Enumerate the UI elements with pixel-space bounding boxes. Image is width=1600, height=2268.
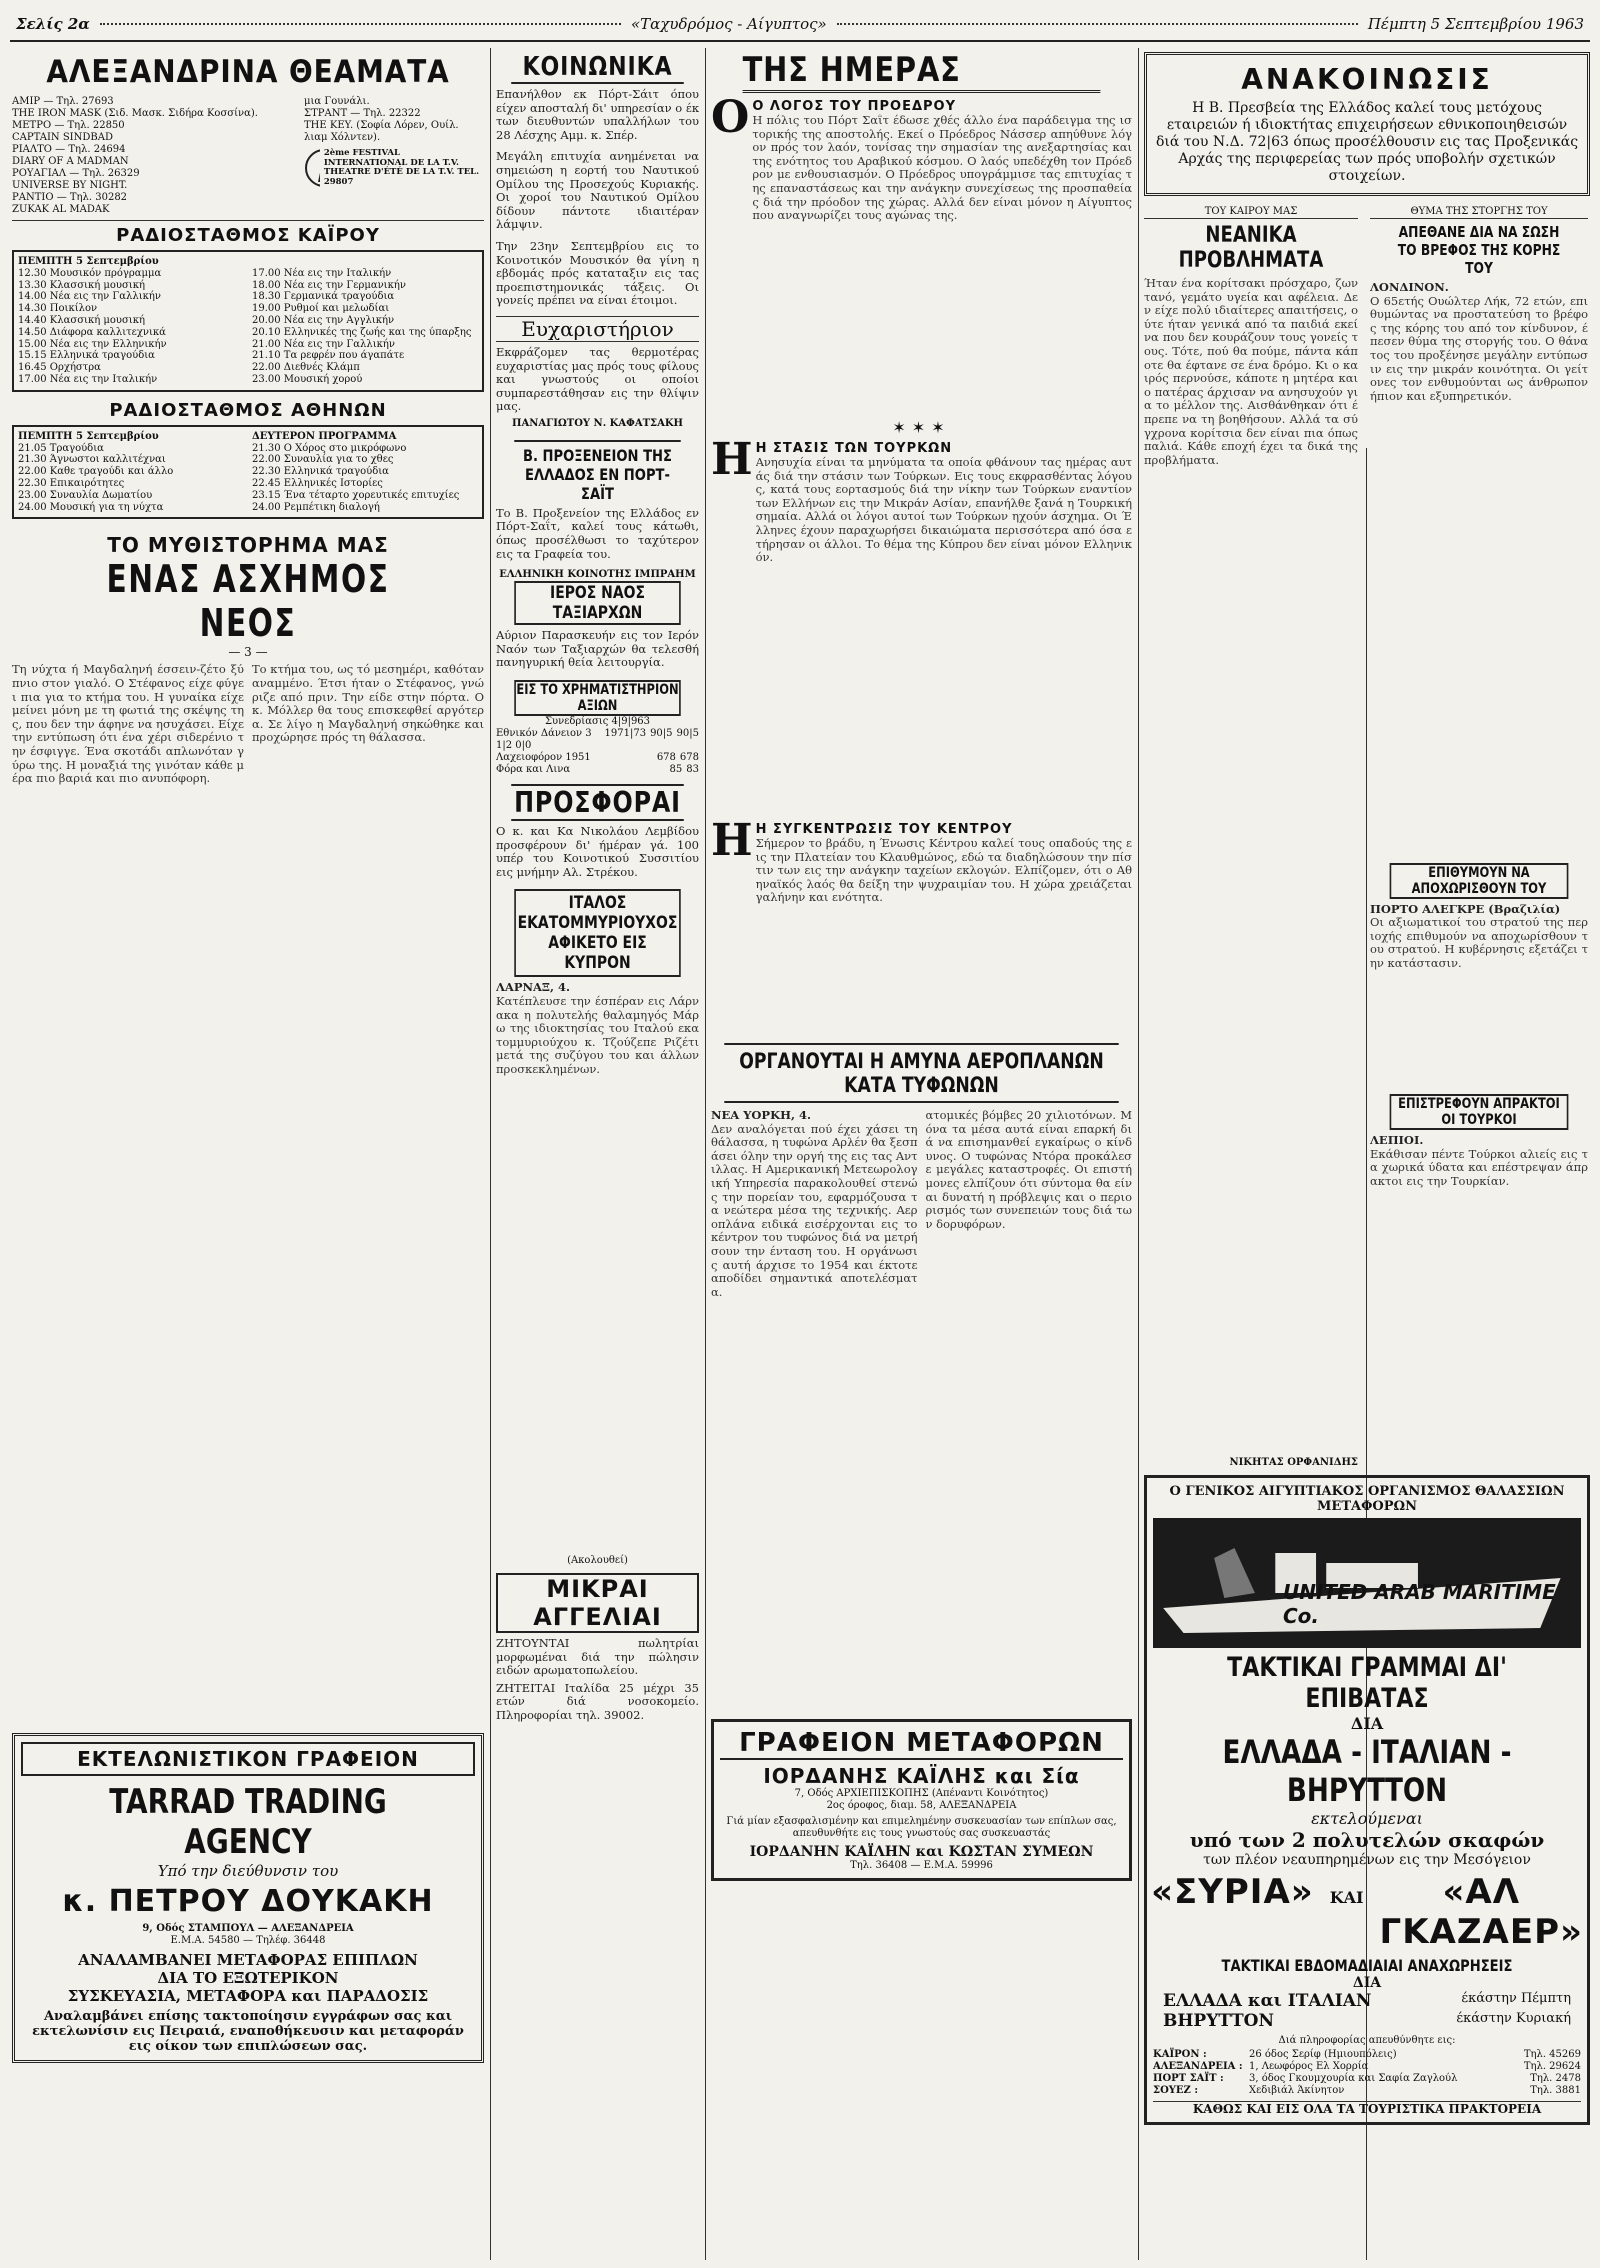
column-rule [490,48,491,2260]
transport-title: ΓΡΑΦΕΙΟΝ ΜΕΤΑΦΟΡΩΝ [720,1728,1123,1760]
theater-entry: ΜΕΤΡΟ — Τηλ. 22850 [12,120,125,131]
serial-kicker: ΤΟ ΜΥΘΙΣΤΟΡΗΜΑ ΜΑΣ [107,533,389,558]
radio-item: 24.00 Μουσική για τη νύχτα [18,501,164,513]
story-headline: ΑΠΕΘΑΝΕ ΔΙΑ ΝΑ ΣΩΣΗ ΤΟ ΒΡΕΦΟΣ ΤΗΣ ΚΟΡΗΣ ΤΟΥ [1397,223,1561,277]
radio-item: 22.00 Καθε τραγούδι και άλλο [18,466,174,478]
thanks-signature: ΠΑΝΑΓΙΩΤΟΥ Ν. ΚΑΦΑΤΣΑΚΗ [512,417,683,429]
radio-item: 21.05 Τραγούδια [18,442,104,454]
classifieds-title: ΜΙΚΡΑΙ ΑΓΓΕΛΙΑΙ [533,1575,662,1631]
dest-row: ΕΛΛΑΔΑ και ΙΤΑΛΙΑΝ έκάστην Πέμπτη [1163,1991,1571,2011]
table-row: ΣΟΥΕΖ : Χεδιβιάλ Άκίνητον Τηλ. 3881 [1153,2085,1581,2096]
tarrad-phones: Ε.Μ.Α. 54580 — Τηλέφ. 36448 [170,1935,326,1947]
youth-text: Ήταν ένα κορίτσακι πρόσχαρο, ζωντανό, γεμάτο υγεία και αφέλεια. Δεν είχε πολύ ιδιαίτερες απαιτήσεις, ούτε ήταν γενικά από τα παιδιά εκείνα που δεν κουράζουν τους γονείς τους. Τότε, πού θα πούμε, πάντα κάποτε θα έφτανε σε ένα δρόμο. Κι ο καιρός περνούσε, κάποτε η μητέρα και ο πατέρας άρχισαν να ανησυχούν για το μέλλον της. Αισθάνθηκαν ότι έπρεπε να τη βοηθήσουν. Αλλά τα σύγχρονα κορίτσια δεν είναι πια όπως παλιά. Κάθε εποχή έχει τα δικά της προβλήματα. [1144,277,1358,467]
radio-item: 12.30 Μουσικόν πρόγραμμα [18,267,162,279]
social-column [496,48,699,2260]
brazil-dateline: ΠΟΡΤΟ ΑΛΕΓΚΡΕ (Βραζιλία) [1370,901,1561,916]
dropcap: Ο [711,92,750,143]
continued-note: (Ακολουθεί) [567,1555,628,1566]
radio-athens-schedule [18,431,478,514]
radio-item: 15.15 Ελληνικά τραγούδια [18,350,155,362]
table-row: ΠΟΡΤ ΣΑΪΤ : 3, όδος Γκουμχουρία και Σαφία Ζαγλούλ Τηλ. 2478 [1153,2073,1581,2084]
radio-date: ΠΕΜΠΤΗ 5 Σεπτεμβρίου [18,256,159,267]
tarrad-note: Αναλαμβάνει επίσης τακτοποίησιν εγγράφων σας και εκτελωνίσιν εις Πειραιά, εναποθήκευσιν και μεταφοράν εις οίκον των επιπλώσεων σας. [32,2009,464,2055]
radio-cairo-schedule [18,256,478,386]
page-number: Σελίς 2α [16,15,90,33]
offices-table [1153,2049,1581,2097]
theaters-left-list [12,96,298,216]
tarrad-service: ΔΙΑ ΤΟ ΕΞΩΤΕΡΙΚΟΝ [157,1969,339,1988]
theater-entry: ΣΤΡΑΝΤ — Τηλ. 22322 [304,108,421,119]
radio-item: 14.30 Ποικίλον [18,303,98,315]
classifieds-box [496,1573,699,1633]
shipping-line: ΔΙΑ [1352,1975,1382,1991]
radio-second-program: ΔΕΥΤΕΡΟΝ ΠΡΟΓΡΑΜΜΑ [252,430,397,442]
announcement-text: Η Β. Πρεσβεία της Ελλάδος καλεί τους μετόχους εταιρειών ή ιδιοκτήτας επιχειρήσεων εθνικοποιηθεισών διά του Ν.Δ. 72|63 όπως προσέλθουσιν εις τας Προξενικάς Αρχάς της περιφερείας των πρός υποβολήν σχετικών στοιχείων. [1155,100,1579,184]
consulate-title: Β. ΠΡΟΞΕΝΕΙΟΝ ΤΗΣ ΕΛΛΑΔΟΣ ΕΝ ΠΟΡΤ-ΣΑΪΤ [514,440,680,503]
dropcap: Η [711,815,753,866]
news-column [711,48,1132,2260]
radio-cairo-box [12,250,484,392]
story-kicker: ΘΥΜΑ ΤΗΣ ΣΤΟΡΓΗΣ ΤΟΥ [1370,206,1588,219]
radio-cairo-title: ΡΑΔΙΟΣΤΑΘΜΟΣ ΚΑΪΡΟΥ [116,225,380,246]
shipping-line: ΤΑΚΤΙΚΑΙ ΓΡΑΜΜΑΙ ΔΙ' ΕΠΙΒΑΤΑΣ [1227,1652,1507,1714]
theater-entry: ΡΑΝΤΙΟ — Τηλ. 30282 [12,192,128,203]
story-text: Ο 65ετής Ουώλτερ Λήκ, 72 ετών, επιθυμώντας να προστατεύση το βρέφος της κόρης του από τον κίνδυνον, έπεσεν θύμα της στοργής του. Ο θάνατος του προξένησε μεγάλην εντύπωσιν εις την μικράν κοινότητα. Οι γείτονες τον ενθυμούνται ως άνθρωπον ήπιον και εξυπηρετικόν. [1370,294,1588,403]
serial-text-left: Τη νύχτα ή Μαγδαληνή έσσειν-ζέτο ξύπνιο στον γιαλό. Ο Στέφανος είχε φύγει πια για το κτήμα του. Η γυναίκα είχε μείνει μόνη με τη φωτιά της σκέψης της, που δεν την άφηνε να ησυχάσει. Είχε την εντύπωση ότι ένα χέρι σιδερένιο την έσφιγγε. Ένα σκοτάδι απλωνόταν γύρω της. Η μοναξιά της γινόταν κάθε μέρα πιο βαριά και πιο ανυπόφορη. [12,663,244,786]
right-subcolumns [1144,206,1590,1469]
youth-section [1144,206,1358,1469]
stock-title: ΕΙΣ ΤΟ ΧΡΗΜΑΤΙΣΤΗΡΙΟΝ ΑΞΙΩΝ [514,680,680,716]
issue-date: Πέμπτη 5 Σεπτεμβρίου 1963 [1367,15,1584,33]
table-row: ΚΑΪΡΟΝ : 26 όδος Σερίφ (Ημιουπόλεις) Τηλ. 45269 [1153,2049,1581,2060]
ship-and: ΚΑΙ [1329,1888,1364,1907]
radio-item: 23.00 Συναυλία Δωματίου [18,489,153,501]
social-title: ΚΟΙΝΩΝΙΚΑ [511,52,684,84]
radio-item: 20.10 Ελληνικές της ζωής και της ύπαρξης [252,326,472,338]
social-text: Μεγάλη επιτυχία ανημένεται να σημειώση η εορτή του Ναυτικού Ομίλου της Προσεχούς Κυριακής. Οι χοροί του Ναυτικού Ομίλου δίδουν πάντοτε ιδιαιτέραν λάμψιν. [496,149,699,232]
story-title: Ο ΛΟΓΟΣ ΤΟΥ ΠΡΟΕΔΡΟΥ [752,99,957,114]
story-text: Ανησυχία είναι τα μηνύματα τα οποία φθάνουν τας ημέρας αυτάς διά την στάσιν των Τούρκων. Εις τους εκφρασθέντας λόγους, κατά τους εορτασμούς διά την νίκην των Τούρκων εναντίον των Ελλήνων εις την Μικράν Ασίαν, επανήλθε ξανά η Τουρκική σημαία. Αλλά οι λόγοι αυτοί των Τούρκων ηχούν άσχημα. Οι Έλληνες έχουν παραχωρήσει δικαιώματα περισσότερα από όσα ετήρησαν οι άλλοι. Το θέμα της Κύπρου δεν είναι μόνον Ελληνικόν. [755,456,1132,565]
table-row: Φόρα και Λινα 85 83 [496,764,699,776]
theaters-title: ΑΛΕΞΑΝΔΡΙΝΑ ΘΕΑΜΑΤΑ [46,54,450,90]
stock-session: Συνεδρίασις 4|9|963 [544,716,651,728]
tarrad-address: 9, Οδός ΣΤΑΜΠΟΥΛ — ΑΛΕΞΑΝΔΡΕΙΑ [142,1923,354,1935]
ship-names [1153,1872,1581,1952]
radio-item: 23.00 Μουσική χορού [252,373,363,385]
social-text: Επανήλθον εκ Πόρτ-Σάιτ όπου είχεν αποσταλή δι' υπηρεσίαν ο έκ των διευθυντών υπαλλήλων του 28 Λέσχης Αμμ. κ. Σπέρ. [496,87,699,142]
social-text: Την 23ην Σεπτεμβρίου εις το Κοινοτικόν Μουσικόν θα γίνη η εβδομάς πρός καταταξιν εις τας προεπιστημονικάς τάξεις. Οι γονείς πρέπει να είναι έτοιμοι. [496,238,699,308]
radio-item: 13.30 Κλασσική μουσική [18,279,145,291]
radio-item: 18.00 Νέα εις την Γερμανικήν [252,279,406,291]
tv-tower-icon [304,148,320,188]
dest-row: ΒΗΡΥΤΤΟΝ έκάστην Κυριακή [1163,2011,1571,2031]
serial-number: — 3 — [228,645,268,660]
tarrad-name: TARRAD TRADING AGENCY [109,1782,387,1863]
theater-entry: ΡΙΑΛΤΟ — Τηλ. 24694 [12,144,126,155]
table-row: ΑΛΕΞΑΝΔΡΕΙΑ : 1, Λεωφόρος Ελ Χορρία Τηλ. 29624 [1153,2061,1581,2072]
theater-entry: ZUKAK AL MADAK [12,204,110,215]
newspaper-name: «Ταχυδρόμος - Αίγυπτος» [630,15,827,33]
tarrad-ad [12,1733,484,2063]
newspaper-page [10,8,1590,2260]
shipping-line: των πλέον νεαυπηρημένων εις την Μεσόγειον [1203,1852,1531,1868]
page-header [10,8,1590,42]
story-title: Η ΣΤΑΣΙΣ ΤΩΝ ΤΟΥΡΚΩΝ [755,441,953,456]
radio-item: 21.30 Άγνωστοι καλλιτέχναι [18,454,166,466]
story-president [711,92,1132,414]
theater-entry: ΑΜΙΡ — Τηλ. 27693 [12,96,114,107]
theater-entry: THE KEY. (Σοφία Λόρεν, Ουίλ. [304,120,459,131]
radio-item: 14.50 Διάφορα καλλιτεχνικά [18,326,166,338]
radio-item: 14.00 Νέα εις την Γαλλικήν [18,291,161,303]
radio-item: 22.45 Ελληνικές Ιστορίες [252,477,383,489]
theaters-right-list [304,96,484,216]
shipping-info: Διά πληροφορίας απευθύνθητε εις: [1278,2035,1456,2046]
stock-table [496,728,699,776]
story-center [711,815,1132,1037]
column-rule [705,48,706,2260]
radio-athens-box [12,425,484,520]
radio-date: ΠΕΜΠΤΗ 5 Σεπτεμβρίου [18,430,159,442]
story-dateline: ΛΟΝΔΙΝΟΝ. [1370,280,1449,294]
radio-item: 19.00 Ρυθμοί και μελωδίαι [252,303,390,315]
dropcap: Η [711,434,753,485]
typhoon-dateline: ΝΕΑ ΥΟΡΚΗ, 4. [711,1108,811,1122]
radio-item: 17.00 Νέα εις την Ιταλικήν [252,267,392,279]
column-rule [1138,48,1139,2260]
italian-dateline: ΛΑΡΝΑΞ, 4. [496,980,571,995]
radio-athens-title: ΡΑΔΙΟΣΤΑΘΜΟΣ ΑΘΗΝΩΝ [109,399,387,421]
serial-text-right: Το κτήμα του, ως τό μεσημέρι, καθόταν αναμμένο. Έτσι ήταν ο Στέφανος, γνώριζε από πριν. Την είδε στην πόρτα. Ο κ. Μόλλερ θα τους επισκεφθεί αργότερα. Σε λίγο η Μαγδαληνή σηκώθηκε και προχώρησε πρός τη θάλασσα. [252,663,484,745]
shipping-route: ΕΛΛΑΔΑ - ΙΤΑΛΙΑΝ - ΒΗΡΥΤΤΟΝ [1222,1733,1512,1809]
shipping-line: ΔΙΑ [1350,1714,1384,1733]
table-row: Λαχειοφόρον 1951 678 678 [496,752,699,764]
church-text: Αύριον Παρασκευήν εις τον Ιερόν Ναόν των Ταξιαρχών θα τελεσθή πανηγυρική θεία λειτουργία. [496,628,699,670]
shipping-org: Ο ΓΕΝΙΚΟΣ ΑΙΓΥΠΤΙΑΚΟΣ ΟΡΓΑΝΙΣΜΟΣ ΘΑΛΑΣΣΙΩΝ ΜΕΤΑΦΟΡΩΝ [1169,1484,1565,1514]
typhoon-story [711,1109,1132,1709]
radio-item: 18.30 Γερμανικά τραγούδια [252,291,395,303]
transport-address: 2ος όροφος, διαμ. 58, ΑΛΕΞΑΝΔΡΕΙΑ [826,1800,1017,1811]
radio-item: 16.45 Ορχήστρα [18,362,101,374]
shipping-footer: ΚΑΘΩΣ ΚΑΙ ΕΙΣ ΟΛΑ ΤΑ ΤΟΥΡΙΣΤΙΚΑ ΠΡΑΚΤΟΡΕΙΑ [1153,2101,1581,2116]
turks-text: Εκάθισαν πέντε Τούρκοι αλιείς εις τα χωρικά ύδατα και επέστρεψαν άπρακτοι εις την Τουρκίαν. [1370,1147,1588,1188]
header-divider [837,23,1358,25]
youth-author: ΝΙΚΗΤΑΣ ΟΡΦΑΝΙΔΗΣ [1229,1457,1358,1468]
tarrad-service: ΑΝΑΛΑΜΒΑΝΕΙ ΜΕΤΑΦΟΡΑΣ ΕΠΙΠΛΩΝ [78,1951,418,1970]
shipping-line: εκτελούμεναι [1311,1809,1423,1828]
youth-kicker: ΤΟΥ ΚΑΙΡΟΥ ΜΑΣ [1144,206,1358,219]
tarrad-title: ΕΚΤΕΛΩΝΙΣΤΙΚΟΝ ΓΡΑΦΕΙΟΝ [21,1742,475,1776]
story-title: Η ΣΥΓΚΕΝΤΡΩΣΙΣ ΤΟΥ ΚΕΝΤΡΟΥ [755,822,1013,837]
tarrad-service: ΣΥΣΚΕΥΑΣΙΑ, ΜΕΤΑΦΟΡΑ και ΠΑΡΑΔΟΣΙΣ [67,1987,429,2006]
news-title: ΤΗΣ ΗΜΕΡΑΣ [743,50,1101,93]
serial-body [12,663,484,1723]
typhoon-text: ατομικές βόμβες 20 χιλιοτόνων. Μόνα τα μέσα αυτά είναι επαρκή διά να επισημανθεί εγκαίρως ο κίνδυνος. Ο τυφώνας Ντόρα προκάλεσε μεγάλες καταστροφές. Οι επιστήμονες ελπίζουν ότι σύντομα θα είναι δυνατή η πρόβλεψις και ο περιορισμός των συνεπειών τους διά των δορυφόρων. [925,1109,1132,1231]
theater-entry: UNIVERSE BY NIGHT. [12,180,128,191]
radio-item: 21.30 Ο Χόρος στο μικρόφωνο [252,442,407,454]
header-divider [100,23,621,25]
theater-entry: DIARY OF A MADMAN [12,156,129,167]
right-column [1144,48,1590,2260]
shipping-ad [1144,1475,1590,2125]
brazil-title: ΕΠΙΘΥΜΟΥΝ ΝΑ ΑΠΟΧΩΡΙΣΘΟΥΝ ΤΟΥ [1390,863,1569,899]
italian-text: Κατέπλευσε την έσπέραν εις Λάρνακα η πολυτελής θαλαμηγός Μάρω της ιδιοκτησίας του Ιταλού εκατομμυριούχου κ. Τζούζεπε Ριζέτι μετά της συζύγου του και άλλων προσκεκλημένων. [496,995,699,1076]
classified-ad: ΖΗΤΕΙΤΑΙ Ιταλίδα 25 μέχρι 35 ετών διά νοσοκομείο. Πληροφορίαι τηλ. 39002. [496,1680,699,1722]
section-stars: ✶✶✶ [892,418,951,437]
radio-item: 22.00 Διεθνές Κλάμπ [252,362,360,374]
ship-name: «ΑΛ ΓΚΑΖΑΕΡ» [1379,1872,1583,1952]
theater-entry: μια Γουνάλι. [304,96,370,107]
thanks-text: Εκφράζομεν τας θερμοτέρας ευχαριστίας μας πρός τους φίλους και γνωστούς οι οποίοι συμπαρεστάθησαν εις την θλίψιν μας. [496,344,699,414]
church-org: ΕΛΛΗΝΙΚΗ ΚΟΙΝΟΤΗΣ ΙΜΠΡΑΗΜ [499,569,696,581]
story-text: Σήμερον το βράδυ, η Ένωσις Κέντρου καλεί τους οπαδούς της εις την Πλατείαν του Κλαυθμώνος, εδώ τα διαδηλώσουν την πίστιν των εις την ανάγκην ταχείων εκλογών. Ελπίζομεν, ότι ο Αθηναϊκός λαός θα δείξη την ψυχραιμίαν του. Η χώρα χρειάζεται γαλήνην και ενότητα. [755,837,1132,905]
theater-entry: CAPTAIN SINDBAD [12,132,113,143]
thanks-title: Ευχαριστήριον [496,316,699,342]
ship-illustration [1153,1518,1581,1648]
festival-ad [304,148,484,188]
turks-title: ΕΠΙΣΤΡΕΦΟΥΝ ΑΠΡΑΚΤΟΙ ΟΙ ΤΟΥΡΚΟΙ [1390,1094,1569,1130]
radio-item: 15.00 Νέα εις την Ελληνικήν [18,338,167,350]
consulate-text: Το Β. Προξενείον της Ελλάδος εν Πόρτ-Σαΐτ, καλεί τους κάτωθι, όπως προσέλθωσι το ταχύτερον εις τα Γραφεία του. [496,505,699,561]
story-turks [711,434,1132,816]
radio-item: 24.00 Ρεμπέτικη διαλογή [252,501,380,513]
church-title: ΙΕΡΟΣ ΝΑΟΣ ΤΑΞΙΑΡΧΩΝ [514,581,680,625]
radio-item: 21.10 Τα ρεφρέν που άγαπάτε [252,350,405,362]
ship-name: «ΣΥΡΙΑ» [1151,1872,1314,1912]
turks-dateline: ΛΕΠΙΟΙ. [1370,1133,1424,1148]
transport-people: ΙΟΡΔΑΝΗΝ ΚΑΪΛΗΝ και ΚΩΣΤΑΝ ΣΥΜΕΩΝ [749,1844,1094,1860]
table-row: Εθνικόν Δάνειον 3 1|2 0|0 1971|73 90|5 90|5 [496,728,699,752]
typhoon-text: Δεν αναλόγεται πού έχει χάσει τη θάλασσα, η τυφώνα Αρλέν θα ξεσπάσει όλην την οργή της εις τας Αντιλλας. Η Αμερικανική Μετεωρολογική Υπηρεσία παρακολουθεί στενώς την πορείαν του, εφαρμόζουσα τα νεώτερα μέσα της τεχνικής. Αεροπλάνα ειδικά εισέρχονται εις το κέντρον του τυφώνος διά να μετρήσουν την ένταση του. Η οργάνωσις αυτή άρχισε το 1954 και έκτοτε αποδίδει σημαντικά αποτελέσματα. [711,1122,918,1299]
radio-item: 17.00 Νέα εις την Ιταλικήν [18,373,158,385]
festival-text: 2ème FESTIVAL INTERNATIONAL DE LA T.V. THEATRE D'ÉTÉ DE LA T.V. TEL. 29807 [323,148,480,187]
theater-entry: ΡΟΥΑΓΙΑΛ — Τηλ. 26329 [12,168,140,179]
radio-item: 23.15 Ένα τέταρτο χορευτικές επιτυχίες [252,489,460,501]
offers-title: ΠΡΟΣΦΟΡΑΙ [511,784,684,821]
brazil-text: Οι αξιωματικοί του στρατού της περιοχής επιθυμούν να αποχωρίσθουν του στρατού. Η κυβέρνησις εξετάζει την κατάστασιν. [1370,916,1588,970]
transport-ad [711,1719,1132,1881]
italian-title: ΙΤΑΛΟΣ ΕΚΑΤΟΜΜΥΡΙΟΥΧΟΣ ΑΦΙΚΕΤΟ ΕΙΣ ΚΥΠΡΟΝ [514,889,680,977]
tarrad-direction: Υπό την διεύθυνσιν του [157,1862,339,1881]
typhoon-headline: ΟΡΓΑΝΟΥΤΑΙ Η ΑΜΥΝΑ ΑΕΡΟΠΛΑΝΩΝ ΚΑΤΑ ΤΥΦΩΝΩΝ [724,1043,1118,1103]
radio-item: 21.00 Νέα εις την Γαλλικήν [252,338,395,350]
transport-address: 7, Οδός ΑΡΧΙΕΠΙΣΚΟΠΗΣ (Απέναντι Κοινότητος) [794,1788,1049,1799]
transport-phones: Τηλ. 36408 — Ε.Μ.Α. 59996 [850,1860,993,1871]
shipping-line: ΤΑΚΤΙΚΑΙ ΕΒΔΟΜΑΔΙΑΙΑΙ ΑΝΑΧΩΡΗΣΕΙΣ [1221,1956,1513,1975]
radio-item: 22.30 Επικαιρότητες [18,477,125,489]
offers-text: Ο κ. και Κα Νικολάου Λεμβίδου προσφέρουν δι' ήμέραν γά. 100 υπέρ του Κοινοτικού Συσσιτίου εις μνήμην Αλ. Στρέκου. [496,824,699,879]
theater-entry: THE IRON MASK (Σιδ. Μασκ. Σιδήρα Κοσσίνα). [12,108,258,119]
radio-item: 20.00 Νέα εις την Αγγλικήν [252,314,395,326]
transport-name: ΙΟΡΔΑΝΗΣ ΚΑΪΛΗΣ και Σία [763,1764,1080,1788]
tarrad-person: κ. ΠΕΤΡΟΥ ΔΟΥΚΑΚΗ [62,1884,434,1920]
story-section [1370,206,1588,1469]
radio-item: 14.40 Κλασσική μουσική [18,314,145,326]
theater-entry: λιαμ Χόλντεν). [304,132,381,143]
serial-title: ΕΝΑΣ ΑΣΧΗΜΟΣ ΝΕΟΣ [106,557,390,646]
youth-title: ΝΕΑΝΙΚΑ ΠΡΟΒΛΗΜΑΤΑ [1178,223,1324,273]
radio-item: 22.30 Ελληνικά τραγούδια [252,466,389,478]
announcement-title: ΑΝΑΚΟΙΝΩΣΙΣ [1241,63,1493,96]
left-column [12,48,484,2260]
story-text: Η πόλις του Πόρτ Σαΐτ έδωσε χθές άλλο ένα παράδειγμα της ιστορικής της αποστολής. Εκεί ο Πρόεδρος Νάσσερ απηύθυνε λόγον πρός τον λαόν, τονίσας την σημασίαν της ανεξαρτησίας και της ενότητος του Αραβικού κόσμου. Ο λαός υπεδέχθη τον Πρόεδρον με ενθουσιασμόν. Ο Πρόεδρος υπογράμμισε τας επιτυχίας της επαναστάσεως και την ανάγκην συνεχίσεως της προσπαθείας διά την πρόοδον της χώρας. Αλλά δεν είναι μόνον η Αίγυπτος που αναγνωρίζει τους αγώνας της. [752,114,1132,223]
radio-item: 22.00 Συναυλία για το χθες [252,454,394,466]
transport-desc: Γιά μίαν εξασφαλισμένην και επιμελημένην συσκευασίαν των επίπλων σας, απευθυνθήτε εις τους γνωστούς σας συσκευαστάς [726,1816,1117,1839]
shipping-line: υπό των 2 πολυτελών σκαφών [1189,1828,1545,1852]
shipping-brand: UNITED ARAB MARITIME Co. [1283,1580,1556,1628]
classified-ad: ΖΗΤΟΥΝΤΑΙ πωλητρίαι μορφωμέναι διά την πώλησιν ειδών αρωματοπωλείου. [496,1636,699,1678]
announcement-box [1144,52,1590,196]
